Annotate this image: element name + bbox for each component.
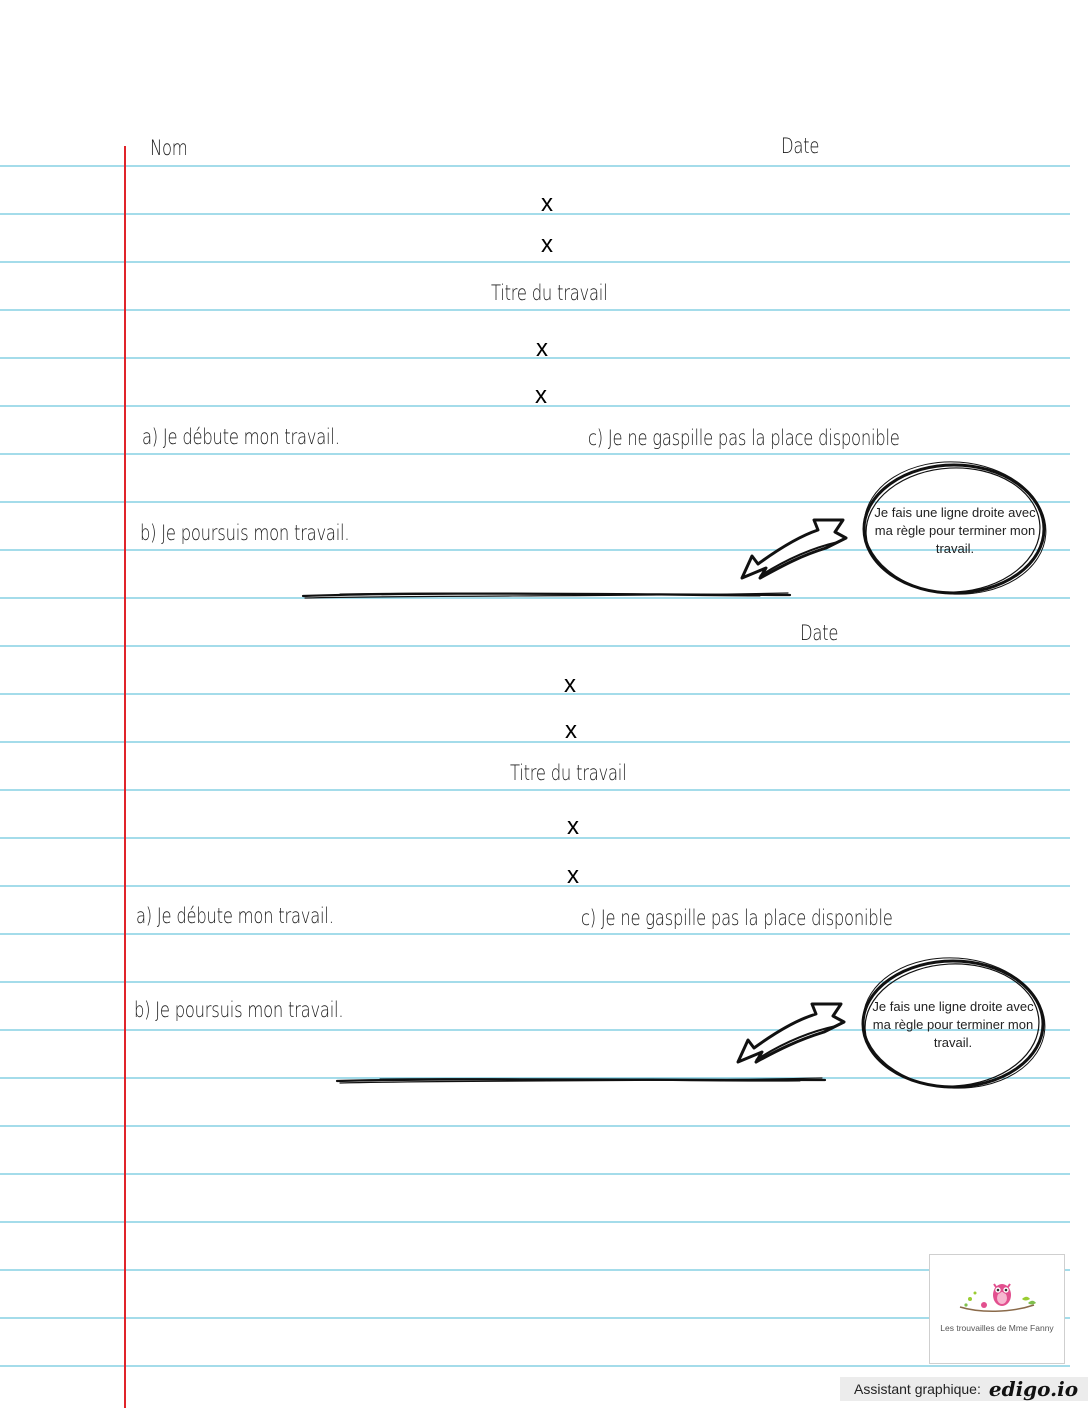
footer-brand[interactable]: edigo.io: [988, 1377, 1079, 1401]
owl-logo-icon: [930, 1255, 1064, 1321]
mark-x: x: [541, 190, 553, 217]
ruler-line-2: [337, 1078, 825, 1083]
bubble-note-line: Je fais une ligne droite avec: [872, 999, 1034, 1014]
bubble-note-line: ma règle pour terminer mon: [872, 1017, 1034, 1032]
name-label: Nom: [150, 136, 188, 160]
arrow-icon-2: [738, 1004, 844, 1062]
bubble-note-line: travail.: [935, 541, 975, 556]
step-c-text: c) Je ne gaspille pas la place disponible: [581, 906, 893, 930]
author-logo: [929, 1254, 1065, 1364]
date-label: Date: [781, 134, 820, 158]
date-label: Date: [800, 621, 839, 645]
bubble-note-line: travail.: [933, 1035, 973, 1050]
footer-label: Assistant graphique:: [854, 1381, 981, 1397]
mark-x: x: [535, 382, 547, 409]
step-b-text: b) Je poursuis mon travail.: [134, 998, 344, 1022]
ruler-line-1: [303, 593, 790, 598]
footer-credit: [840, 1377, 1088, 1401]
logo-caption: Les trouvailles de Mme Fanny: [940, 1323, 1054, 1333]
step-b-text: b) Je poursuis mon travail.: [140, 521, 350, 545]
step-a-text: a) Je débute mon travail.: [142, 425, 340, 449]
mark-x: x: [565, 717, 577, 744]
work-title: Titre du travail: [510, 761, 627, 785]
mark-x: x: [536, 335, 548, 362]
bubble-note-line: ma règle pour terminer mon: [874, 523, 1036, 538]
step-a-text: a) Je débute mon travail.: [136, 904, 334, 928]
bubble-note-line: Je fais une ligne droite avec: [874, 505, 1036, 520]
mark-x: x: [567, 813, 579, 840]
mark-x: x: [541, 231, 553, 258]
bubble-note: [863, 998, 1043, 1052]
mark-x: x: [564, 671, 576, 698]
mark-x: x: [567, 862, 579, 889]
bubble-note: [865, 504, 1045, 558]
work-title: Titre du travail: [491, 281, 608, 305]
arrow-icon-1: [742, 520, 846, 578]
step-c-text: c) Je ne gaspille pas la place disponible: [588, 426, 900, 450]
